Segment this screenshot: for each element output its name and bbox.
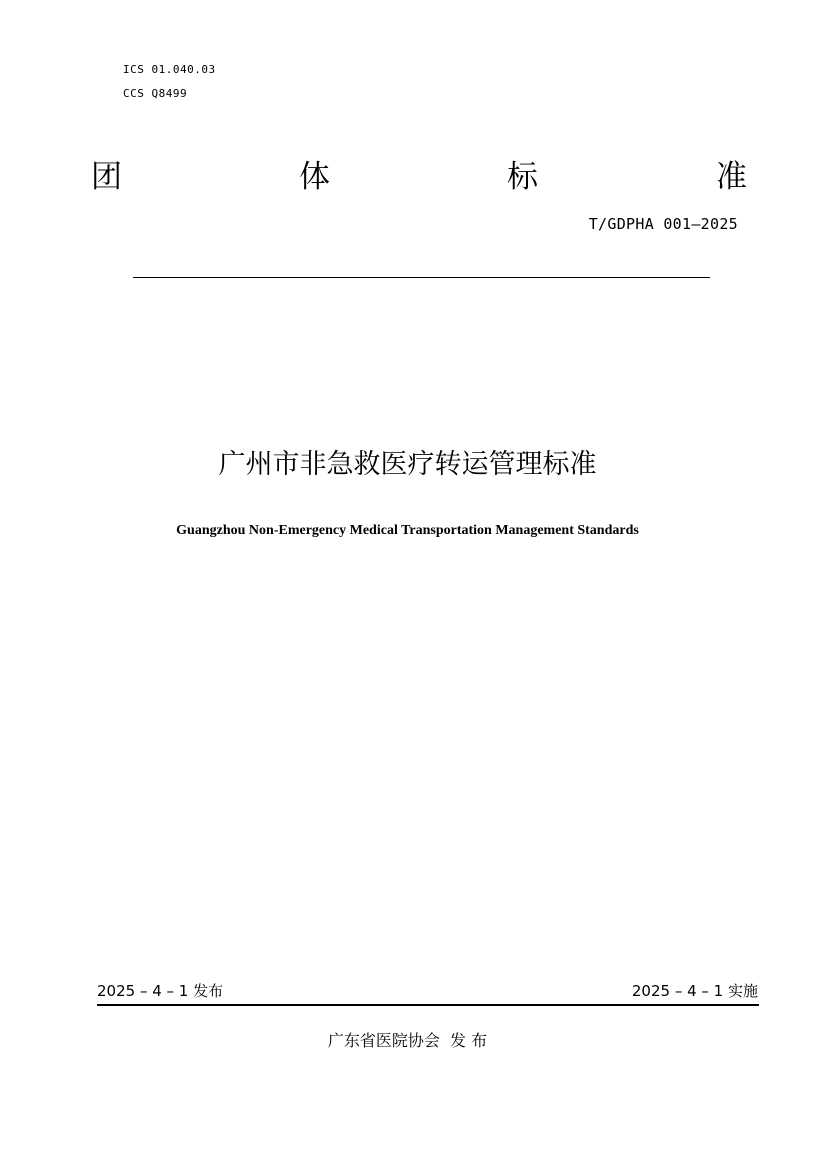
standard-type-char: 准 (716, 159, 747, 195)
standard-type-char: 标 (507, 159, 538, 195)
ics-code: ICS 01.040.03 (123, 63, 216, 76)
implementation-date: 2025 – 4 – 1 实施 (631, 982, 758, 1000)
issue-date: 2025 – 4 – 1 发布 (97, 982, 224, 1000)
ccs-code: CCS Q8499 (123, 87, 188, 100)
standard-type-char: 团 (91, 159, 122, 195)
document-title-english: Guangzhou Non-Emergency Medical Transportation Management Standards (176, 523, 639, 538)
header-divider (133, 277, 710, 278)
document-title-chinese: 广州市非急救医疗转运管理标准 (218, 449, 597, 480)
publisher: 广东省医院协会 发 布 (327, 1031, 488, 1050)
standard-number: T/GDPHA 001—2025 (588, 215, 738, 233)
footer-divider (97, 1004, 759, 1006)
standard-type-char: 体 (299, 159, 330, 195)
